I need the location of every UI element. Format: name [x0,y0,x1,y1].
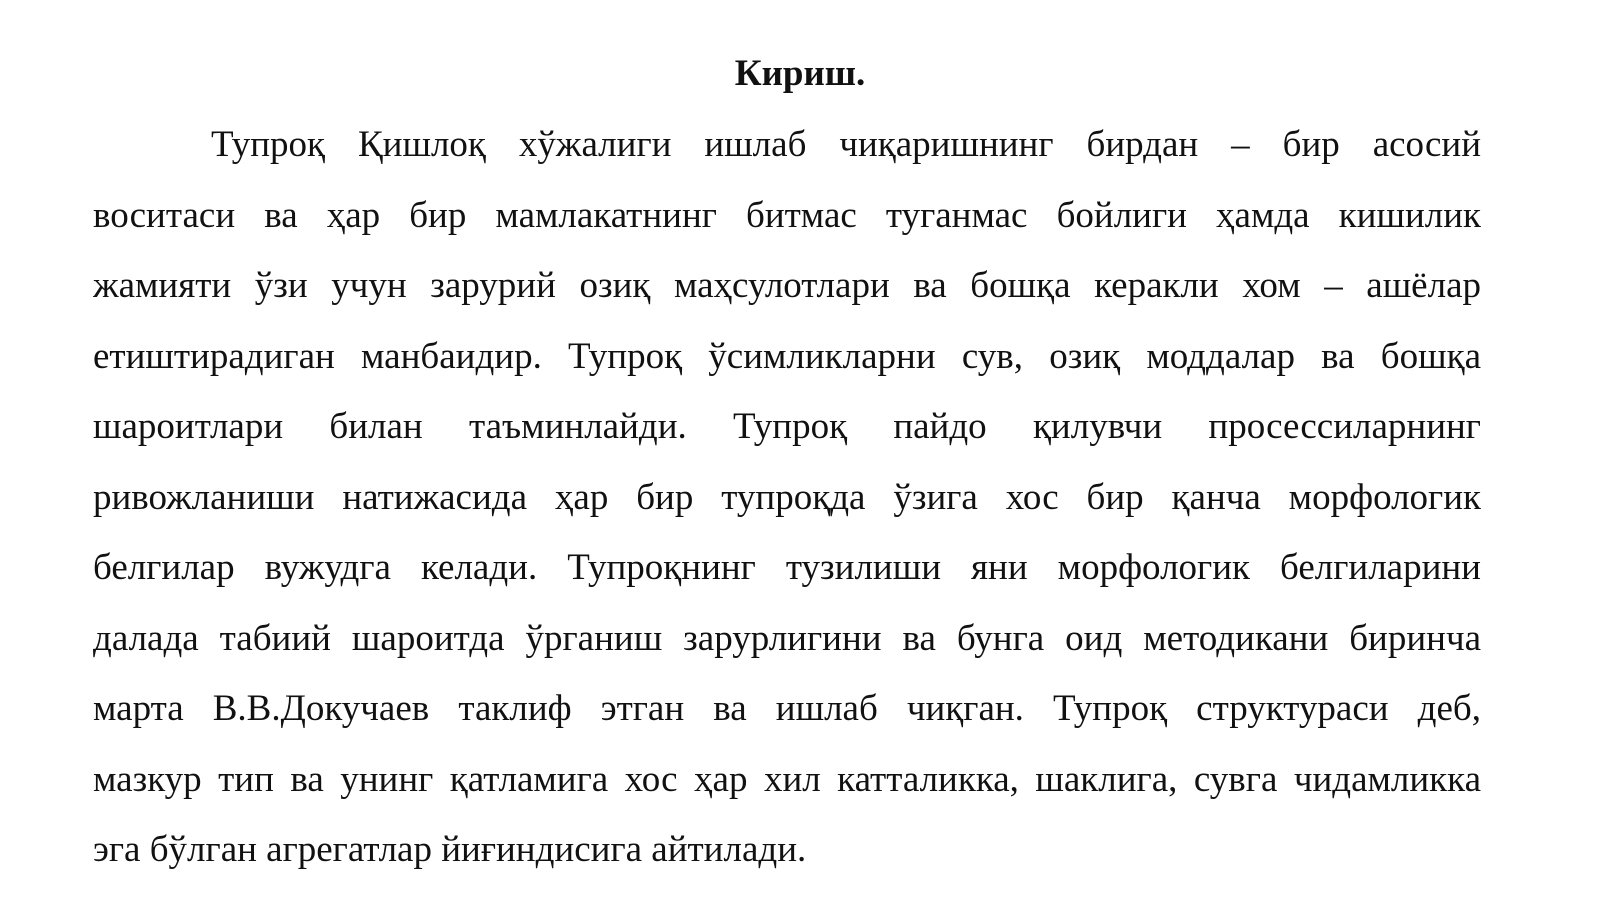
paragraph-line: мазкур тип ва унинг қатламига хос ҳар хил катталикка, шаклига, сувга чидамликка [93,758,1481,800]
paragraph-line: жамияти ўзи учун зарурий озиқ маҳсулотлари ва бошқа керакли хом – ашёлар [93,265,1481,306]
paragraph-line: эга бўлган агрегатлар йиғиндисига айтилади. [93,829,807,870]
paragraph-line: воситаси ва ҳар бир мамлакатнинг битмас туганмас бойлиги ҳамда кишилик [93,194,1481,236]
paragraph-line: Тупроқ Қишлоқ хўжалиги ишлаб чиқаришнинг бирдан – бир асосий [211,124,1481,165]
paragraph-line: далада табиий шароитда ўрганиш зарурлигини ва бунга оид методикани биринча [93,617,1481,659]
section-heading: Кириш. [734,53,866,94]
paragraph-line: шароитлари билан таъминлайди. Тупроқ пайдо қилувчи просессиларнинг [93,406,1481,447]
body-paragraph [93,110,1481,886]
paragraph-line: ривожланиши натижасида ҳар бир тупроқда ўзига хос бир қанча морфологик [93,476,1481,518]
paragraph-line: етиштирадиган манбаидир. Тупроқ ўсимликларни сув, озиқ моддалар ва бошқа [93,335,1481,377]
paragraph-line: марта В.В.Докучаев таклиф этган ва ишлаб чиқган. Тупроқ структураси деб, [93,688,1481,729]
paragraph-line: белгилар вужудга келади. Тупроқнинг тузилиши яни морфологик белгиларини [93,547,1481,588]
